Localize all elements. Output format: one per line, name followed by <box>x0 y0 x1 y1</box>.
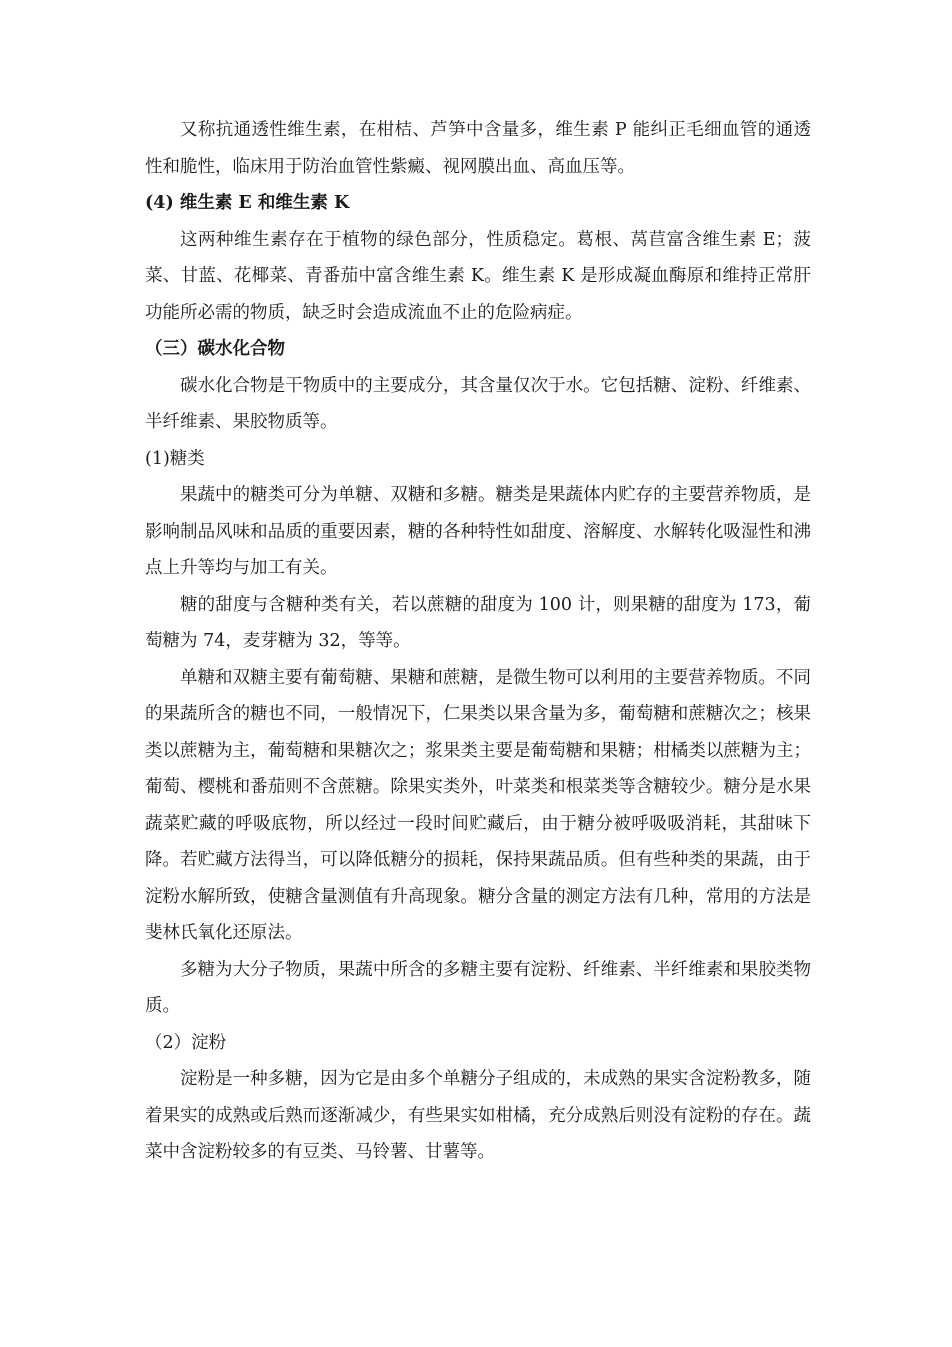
paragraph-vitamin-e-k: 这两种维生素存在于植物的绿色部分，性质稳定。葛根、莴苣富含维生素 E；菠菜、甘蓝、花椰菜、青番茄中富含维生素 K。维生素 K 是形成凝血酶原和维持正常肝功能所必需的物质，缺乏时会造成流血不止的危险病症。 <box>145 229 811 323</box>
paragraph-mono-disaccharides: 单糖和双糖主要有葡萄糖、果糖和蔗糖，是微生物可以利用的主要营养物质。不同的果蔬所含的糖也不同，一般情况下，仁果类以果含量为多，葡萄糖和蔗糖次之；核果类以蔗糖为主，葡萄糖和果糖次之；浆果类主要是葡萄糖和果糖；柑橘类以蔗糖为主；葡萄、樱桃和番茄则不含蔗糖。除果实类外，叶菜类和根菜类等含糖较少。糖分是水果蔬菜贮藏的呼吸底物，所以经过一段时间贮藏后，由于糖分被呼吸吸消耗，其甜味下降。若贮藏方法得当，可以降低糖分的损耗，保持果蔬品质。但有些种类的果蔬，由于淀粉水解所致，使糖含量测值有升高现象。糖分含量的测定方法有几种，常用的方法是斐林氏氧化还原法。 <box>145 667 811 943</box>
heading-carbohydrates: （三）碳水化合物 <box>145 339 285 359</box>
paragraph-carbohydrates-intro: 碳水化合物是干物质中的主要成分，其含量仅次于水。它包括糖、淀粉、纤维素、半纤维素、果胶物质等。 <box>145 375 811 432</box>
paragraph-sugar-types: 果蔬中的糖类可分为单糖、双糖和多糖。糖类是果蔬体内贮存的主要营养物质，是影响制品风味和品质的重要因素，糖的各种特性如甜度、溶解度、水解转化吸湿性和沸点上升等均与加工有关。 <box>145 485 811 578</box>
subheading-sugars: (1)糖类 <box>145 448 205 469</box>
paragraph-sugar-sweetness: 糖的甜度与含糖种类有关，若以蔗糖的甜度为 100 计，则果糖的甜度为 173，葡萄糖为 74，麦芽糖为 32，等等。 <box>145 594 811 651</box>
paragraph-vitamin-p: 又称抗通透性维生素，在柑桔、芦笋中含量多，维生素 P 能纠正毛细血管的通透性和脆性，临床用于防治血管性紫癜、视网膜出血、高血压等。 <box>145 120 811 177</box>
paragraph-polysaccharides: 多糖为大分子物质，果蔬中所含的多糖主要有淀粉、纤维素、半纤维素和果胶类物质。 <box>145 959 811 1016</box>
subheading-starch: （2）淀粉 <box>145 1032 227 1053</box>
paragraph-starch: 淀粉是一种多糖，因为它是由多个单糖分子组成的，未成熟的果实含淀粉教多，随着果实的成熟或后熟而逐渐减少，有些果实如柑橘，充分成熟后则没有淀粉的存在。蔬菜中含淀粉较多的有豆类、马铃薯、甘薯等。 <box>145 1069 811 1162</box>
heading-vitamin-e-k: (4) 维生素 E 和维生素 K <box>145 193 350 213</box>
document-page <box>145 112 811 1171</box>
